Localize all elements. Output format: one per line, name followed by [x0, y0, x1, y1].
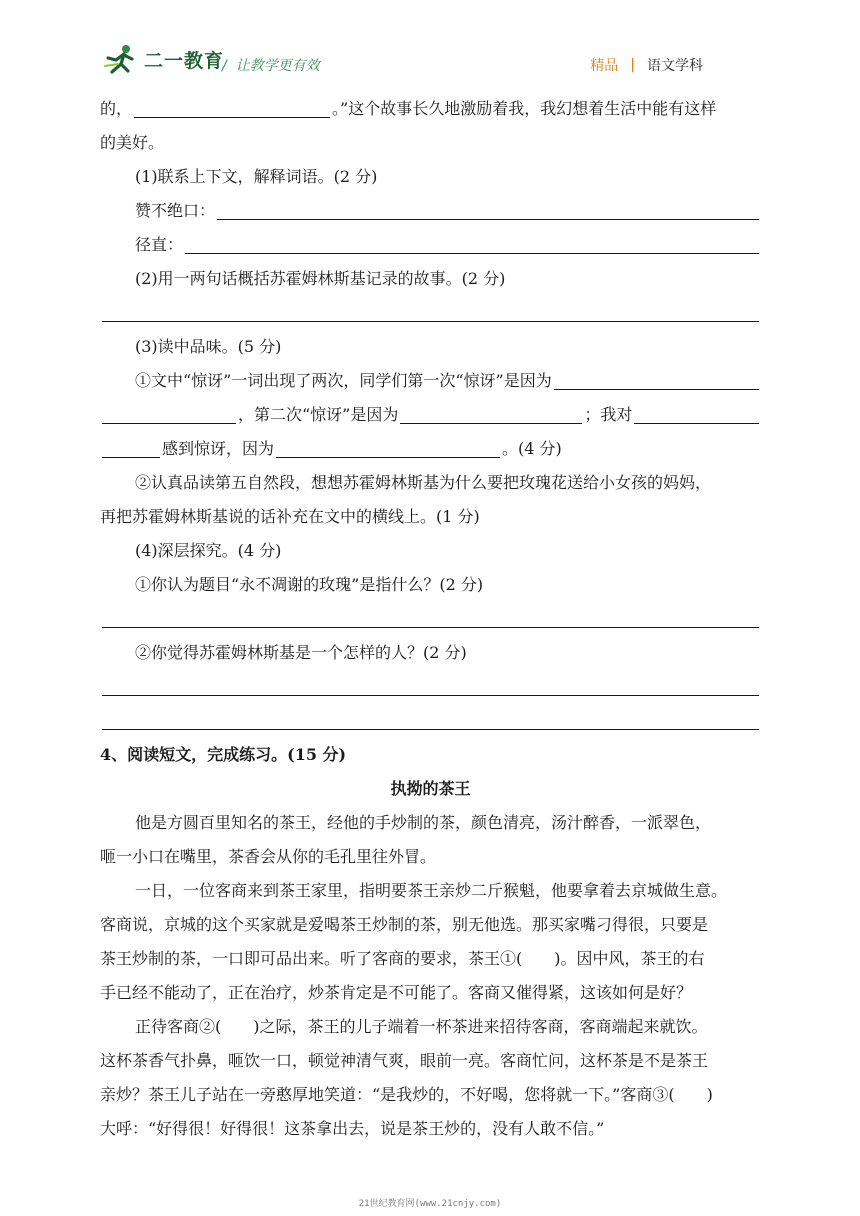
text-line: 的美好。 [100, 133, 165, 152]
text-line: 的， 。”这个故事长久地激励着我，我幻想着生活中能有这样 [100, 99, 717, 118]
word-1-line: 赞不绝口： [100, 194, 761, 228]
paragraph-line: 手已经不能动了，正在治疗，炒茶肯定是不可能了。客商又催得紧，这该如何是好？ [100, 983, 693, 1002]
answer-blank[interactable] [102, 422, 236, 424]
question-3a-cont: ，第二次“惊讶”是因为 ；我对 [100, 398, 761, 432]
paragraph-line: 这杯茶香气扑鼻，咂饮一口，顿觉神清气爽，眼前一亮。客商忙问，这杯茶是不是茶王 [100, 1051, 709, 1070]
header-slogan: / 让教学更有效 [222, 58, 320, 74]
section-4-heading: 4、阅读短文，完成练习。(15 分) [100, 745, 347, 764]
answer-blank[interactable] [217, 218, 759, 220]
question-3b: ②认真品读第五自然段，想想苏霍姆林斯基为什么要把玫瑰花送给小女孩的妈妈， [135, 473, 712, 492]
answer-line[interactable] [100, 704, 761, 738]
story-title: 执拗的茶王 [390, 779, 471, 798]
question-4b: ②你觉得苏霍姆林斯基是一个怎样的人？(2 分) [135, 643, 467, 662]
paragraph-line: 咂一小口在嘴里，茶香会从你的毛孔里往外冒。 [100, 847, 437, 866]
question-1: (1)联系上下文，解释词语。(2 分) [135, 167, 378, 186]
paragraph-line: 客商说，京城的这个买家就是爱喝茶王炒制的茶，别无他选。那买家嘴刁得很，只要是 [100, 915, 709, 934]
question-4: (4)深层探究。(4 分) [135, 541, 282, 560]
question-3b-cont: 再把苏霍姆林斯基说的话补充在文中的横线上。(1 分) [100, 507, 480, 526]
page-header [0, 0, 860, 90]
paragraph-line: 一日，一位客商来到茶王家里，指明要茶王亲炒二斤猴魁，他要拿着去京城做生意。 [135, 881, 728, 900]
document-body [100, 88, 761, 1146]
question-3a-end: 感到惊讶，因为 。(4 分) [100, 432, 761, 466]
answer-blank[interactable] [134, 116, 330, 118]
question-3a: ①文中“惊讶”一词出现了两次，同学们第一次“惊讶”是因为 [100, 364, 761, 398]
answer-line[interactable] [100, 670, 761, 704]
paragraph-line: 他是方圆百里知名的茶王，经他的手炒制的茶，颜色清亮，汤汁醉香，一派翠色， [135, 813, 712, 832]
paragraph-line: 亲炒？茶王儿子站在一旁憨厚地笑道：“是我炒的，不好喝，您将就一下。”客商③( ) [100, 1085, 713, 1104]
paragraph-line: 茶王炒制的茶，一口即可品出来。听了客商的要求，茶王①( )。因中风，茶王的右 [100, 949, 705, 968]
logo [104, 44, 224, 74]
answer-blank[interactable] [276, 456, 500, 458]
runner-logo-icon [104, 44, 140, 74]
answer-blank[interactable] [554, 388, 759, 390]
header-divider: | [630, 57, 635, 73]
answer-blank[interactable] [185, 252, 759, 254]
answer-line[interactable] [100, 296, 761, 330]
header-right [590, 55, 703, 75]
logo-text: 二一教育 [144, 49, 225, 72]
answer-line[interactable] [100, 602, 761, 636]
answer-blank[interactable] [634, 422, 759, 424]
paragraph-line: 大呼：“好得很！好得很！这茶拿出去，说是茶王炒的，没有人敢不信。” [100, 1119, 605, 1138]
quality-badge: 精品 [590, 58, 619, 74]
page-footer: 21世纪教育网(www.21cnjy.com) [358, 1199, 502, 1209]
question-3: (3)读中品味。(5 分) [135, 337, 282, 356]
answer-blank[interactable] [400, 422, 582, 424]
question-4a: ①你认为题目“永不凋谢的玫瑰”是指什么？(2 分) [135, 575, 484, 594]
subject-label: 语文学科 [647, 58, 703, 74]
word-2-line: 径直： [100, 228, 761, 262]
answer-blank[interactable] [102, 456, 160, 458]
paragraph-line: 正待客商②( )之际，茶王的儿子端着一杯茶进来招待客商，客商端起来就饮。 [135, 1017, 708, 1036]
question-2: (2)用一两句话概括苏霍姆林斯基记录的故事。(2 分) [135, 269, 506, 288]
